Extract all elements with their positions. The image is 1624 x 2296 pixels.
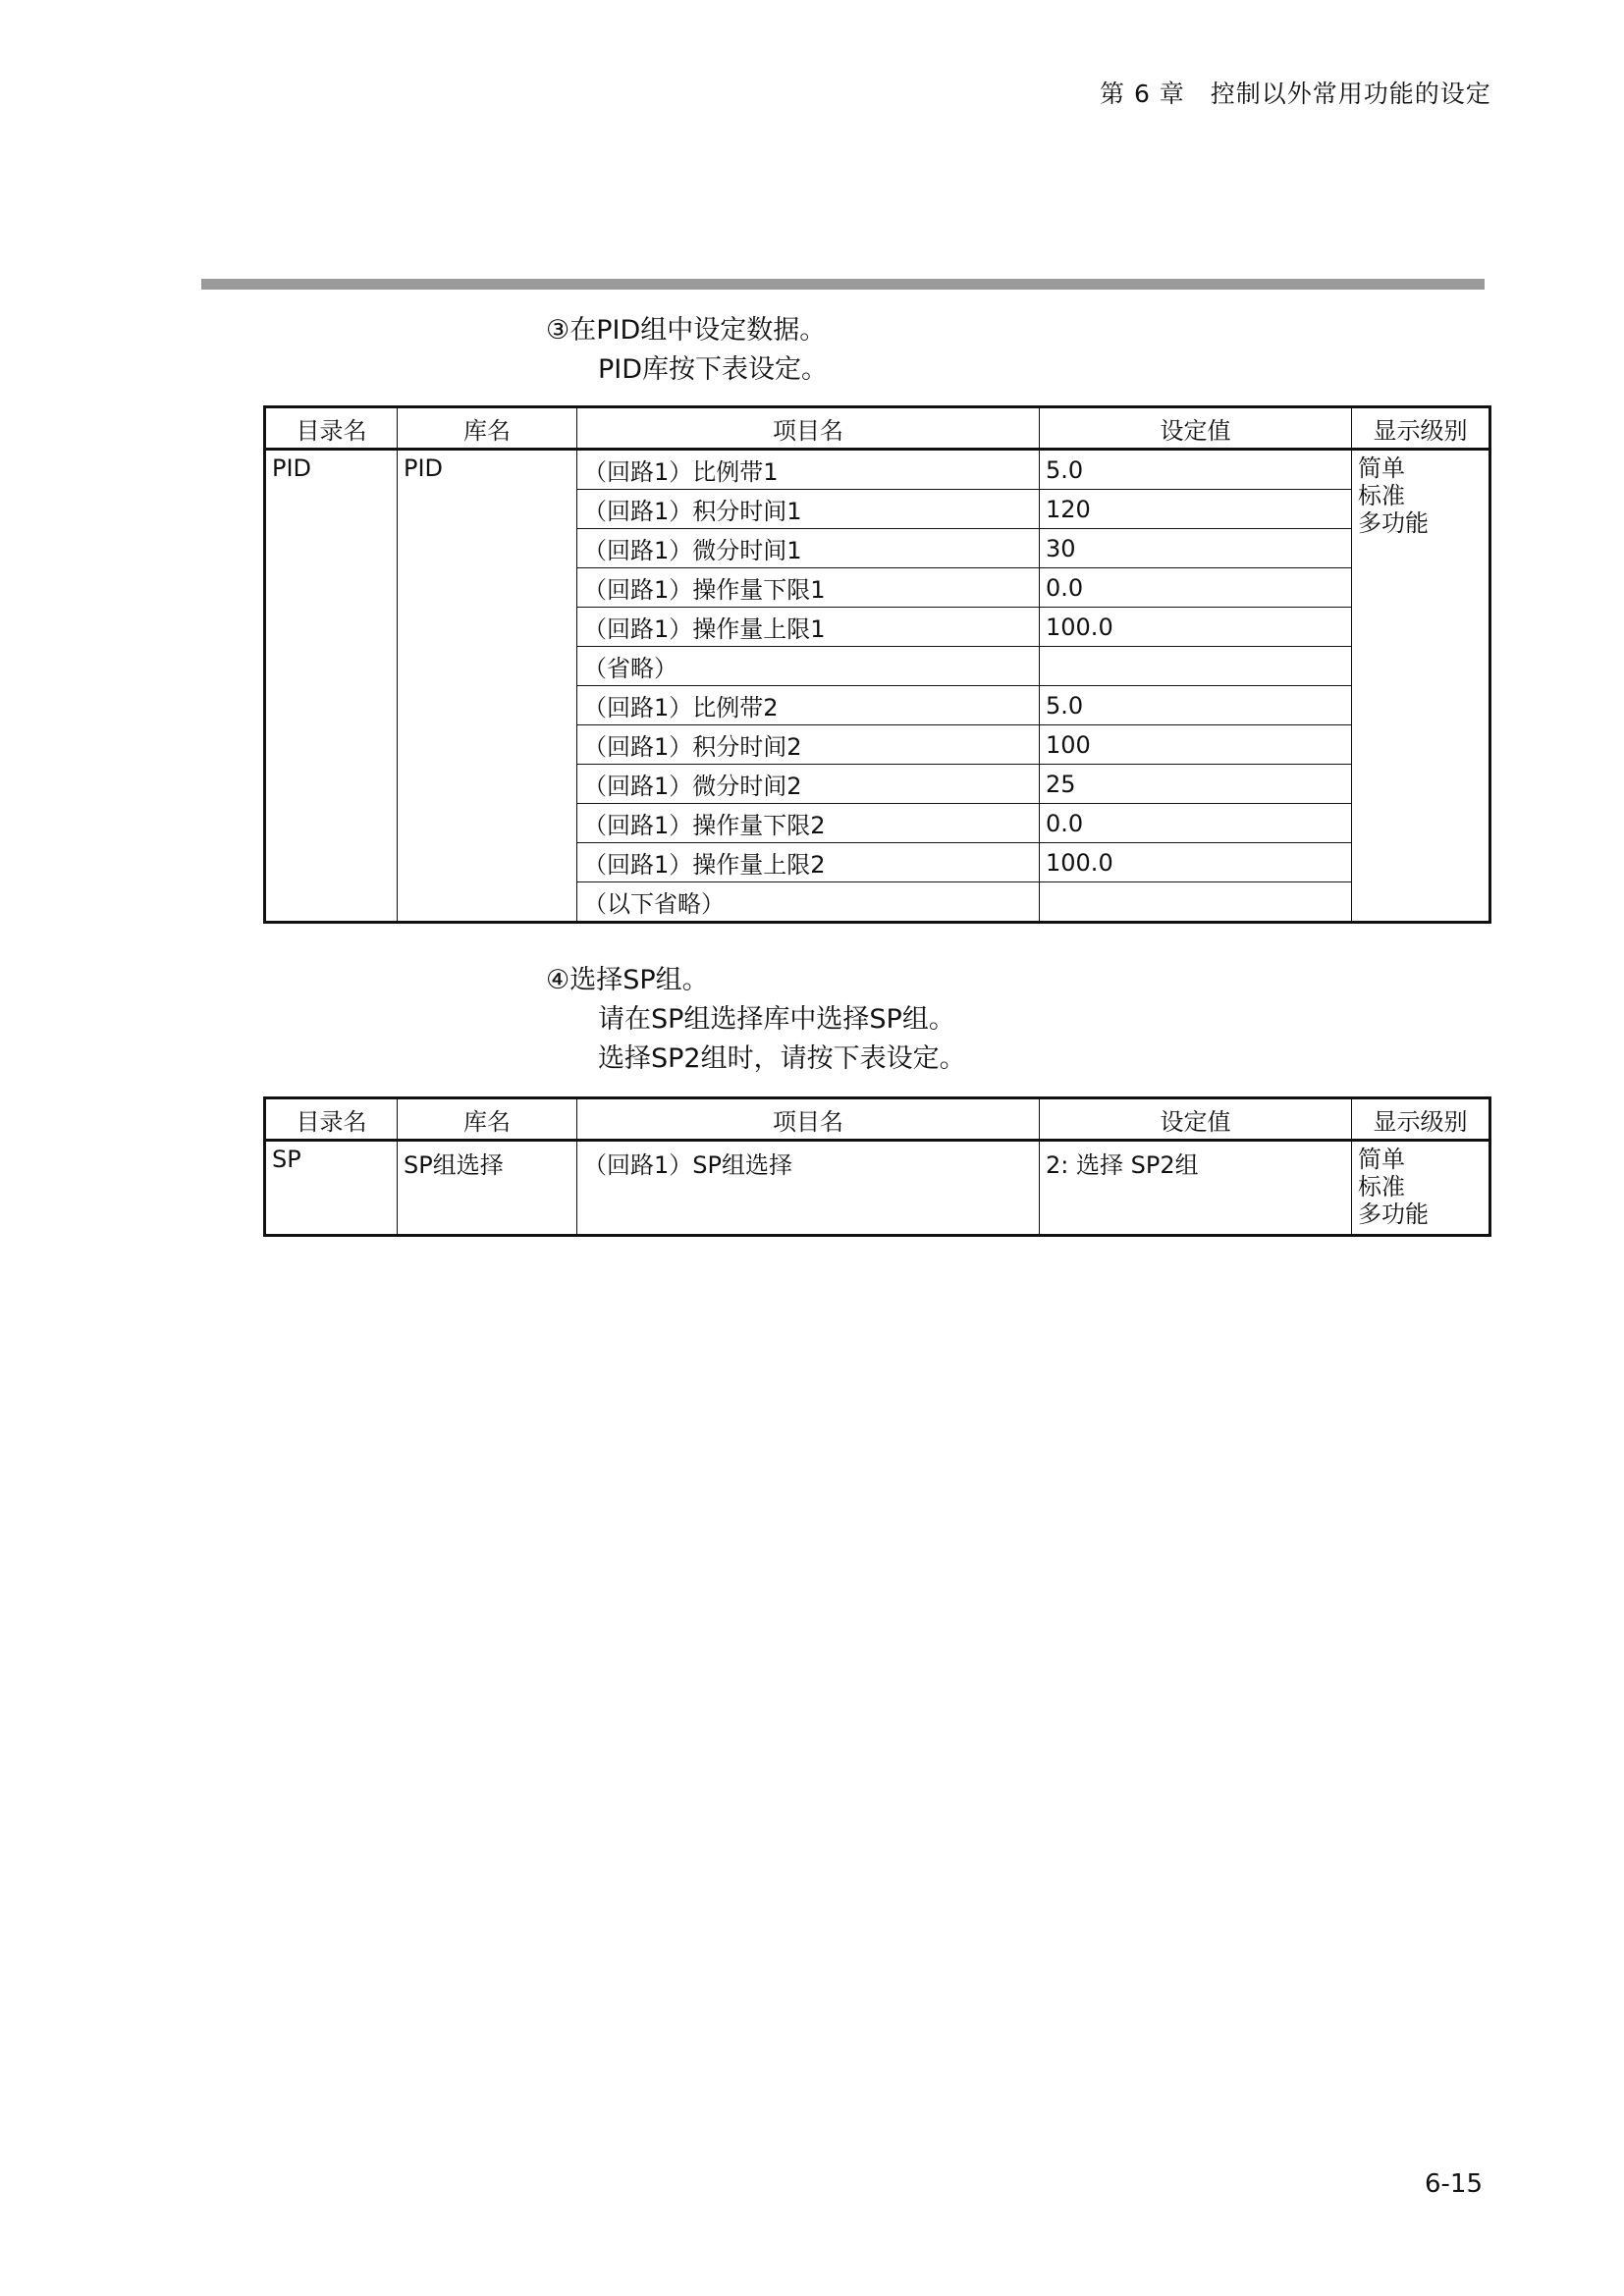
step-4-desc-1: 请在SP组选择库中选择SP组。 (598, 1004, 955, 1035)
bank-cell: SP组选择 (398, 1141, 577, 1236)
display-level-cell (1352, 450, 1490, 923)
col-header-item: 项目名 (577, 407, 1040, 450)
step-4-title: ④选择SP组。 (546, 965, 709, 995)
item-cell: （回路1）比例带2 (577, 686, 1040, 725)
col-header-menu: 目录名 (265, 1098, 398, 1141)
col-header-value: 设定值 (1040, 1098, 1352, 1141)
value-cell: 100 (1040, 725, 1352, 765)
col-header-value: 设定值 (1040, 407, 1352, 450)
table-row (265, 1141, 1490, 1236)
value-cell: 120 (1040, 490, 1352, 529)
page-number: 6-15 (1424, 2169, 1483, 2199)
item-cell: （回路1）微分时间1 (577, 529, 1040, 568)
item-cell: （回路1）操作量上限2 (577, 843, 1040, 882)
level-standard: 标准 (1358, 1173, 1405, 1201)
level-simple: 简单 (1358, 454, 1405, 482)
menu-cell: PID (265, 450, 398, 923)
col-header-item: 项目名 (577, 1098, 1040, 1141)
item-cell: （以下省略） (577, 882, 1040, 923)
item-cell: （回路1）操作量下限1 (577, 568, 1040, 608)
value-cell: 0.0 (1040, 804, 1352, 843)
col-header-bank: 库名 (398, 407, 577, 450)
item-cell: （回路1）比例带1 (577, 450, 1040, 490)
level-multi: 多功能 (1358, 1201, 1429, 1228)
item-cell: （回路1）SP组选择 (577, 1141, 1040, 1236)
item-cell: （回路1）积分时间2 (577, 725, 1040, 765)
sp-group-table (263, 1096, 1491, 1237)
col-header-level: 显示级别 (1352, 407, 1490, 450)
level-standard: 标准 (1358, 482, 1405, 509)
step-4-instructions (546, 961, 966, 1079)
item-cell: （回路1）操作量下限2 (577, 804, 1040, 843)
item-cell: （回路1）积分时间1 (577, 490, 1040, 529)
header-rule (201, 279, 1485, 290)
col-header-menu: 目录名 (265, 407, 398, 450)
level-multi: 多功能 (1358, 509, 1429, 537)
display-level-cell (1352, 1141, 1490, 1236)
table-header-row (265, 1098, 1490, 1141)
pid-settings-table (263, 405, 1491, 924)
value-cell: 100.0 (1040, 608, 1352, 647)
value-cell (1040, 647, 1352, 686)
value-cell: 5.0 (1040, 450, 1352, 490)
bank-cell: PID (398, 450, 577, 923)
chapter-header: 第 6 章 控制以外常用功能的设定 (1100, 80, 1491, 108)
item-cell: （回路1）操作量上限1 (577, 608, 1040, 647)
step-3-title: ③在PID组中设定数据。 (546, 315, 827, 346)
col-header-level: 显示级别 (1352, 1098, 1490, 1141)
step-3-desc: PID库按下表设定。 (598, 354, 829, 385)
value-cell: 2: 选择 SP2组 (1040, 1141, 1352, 1236)
item-cell: （回路1）微分时间2 (577, 765, 1040, 804)
level-simple: 简单 (1358, 1146, 1405, 1173)
value-cell: 25 (1040, 765, 1352, 804)
col-header-bank: 库名 (398, 1098, 577, 1141)
table-header-row (265, 407, 1490, 450)
step-3-instructions (546, 311, 828, 390)
value-cell: 100.0 (1040, 843, 1352, 882)
item-cell: （省略） (577, 647, 1040, 686)
value-cell: 30 (1040, 529, 1352, 568)
step-4-desc-2: 选择SP2组时，请按下表设定。 (598, 1043, 966, 1074)
value-cell: 5.0 (1040, 686, 1352, 725)
table-row (265, 450, 1490, 490)
value-cell (1040, 882, 1352, 923)
menu-cell: SP (265, 1141, 398, 1236)
value-cell: 0.0 (1040, 568, 1352, 608)
